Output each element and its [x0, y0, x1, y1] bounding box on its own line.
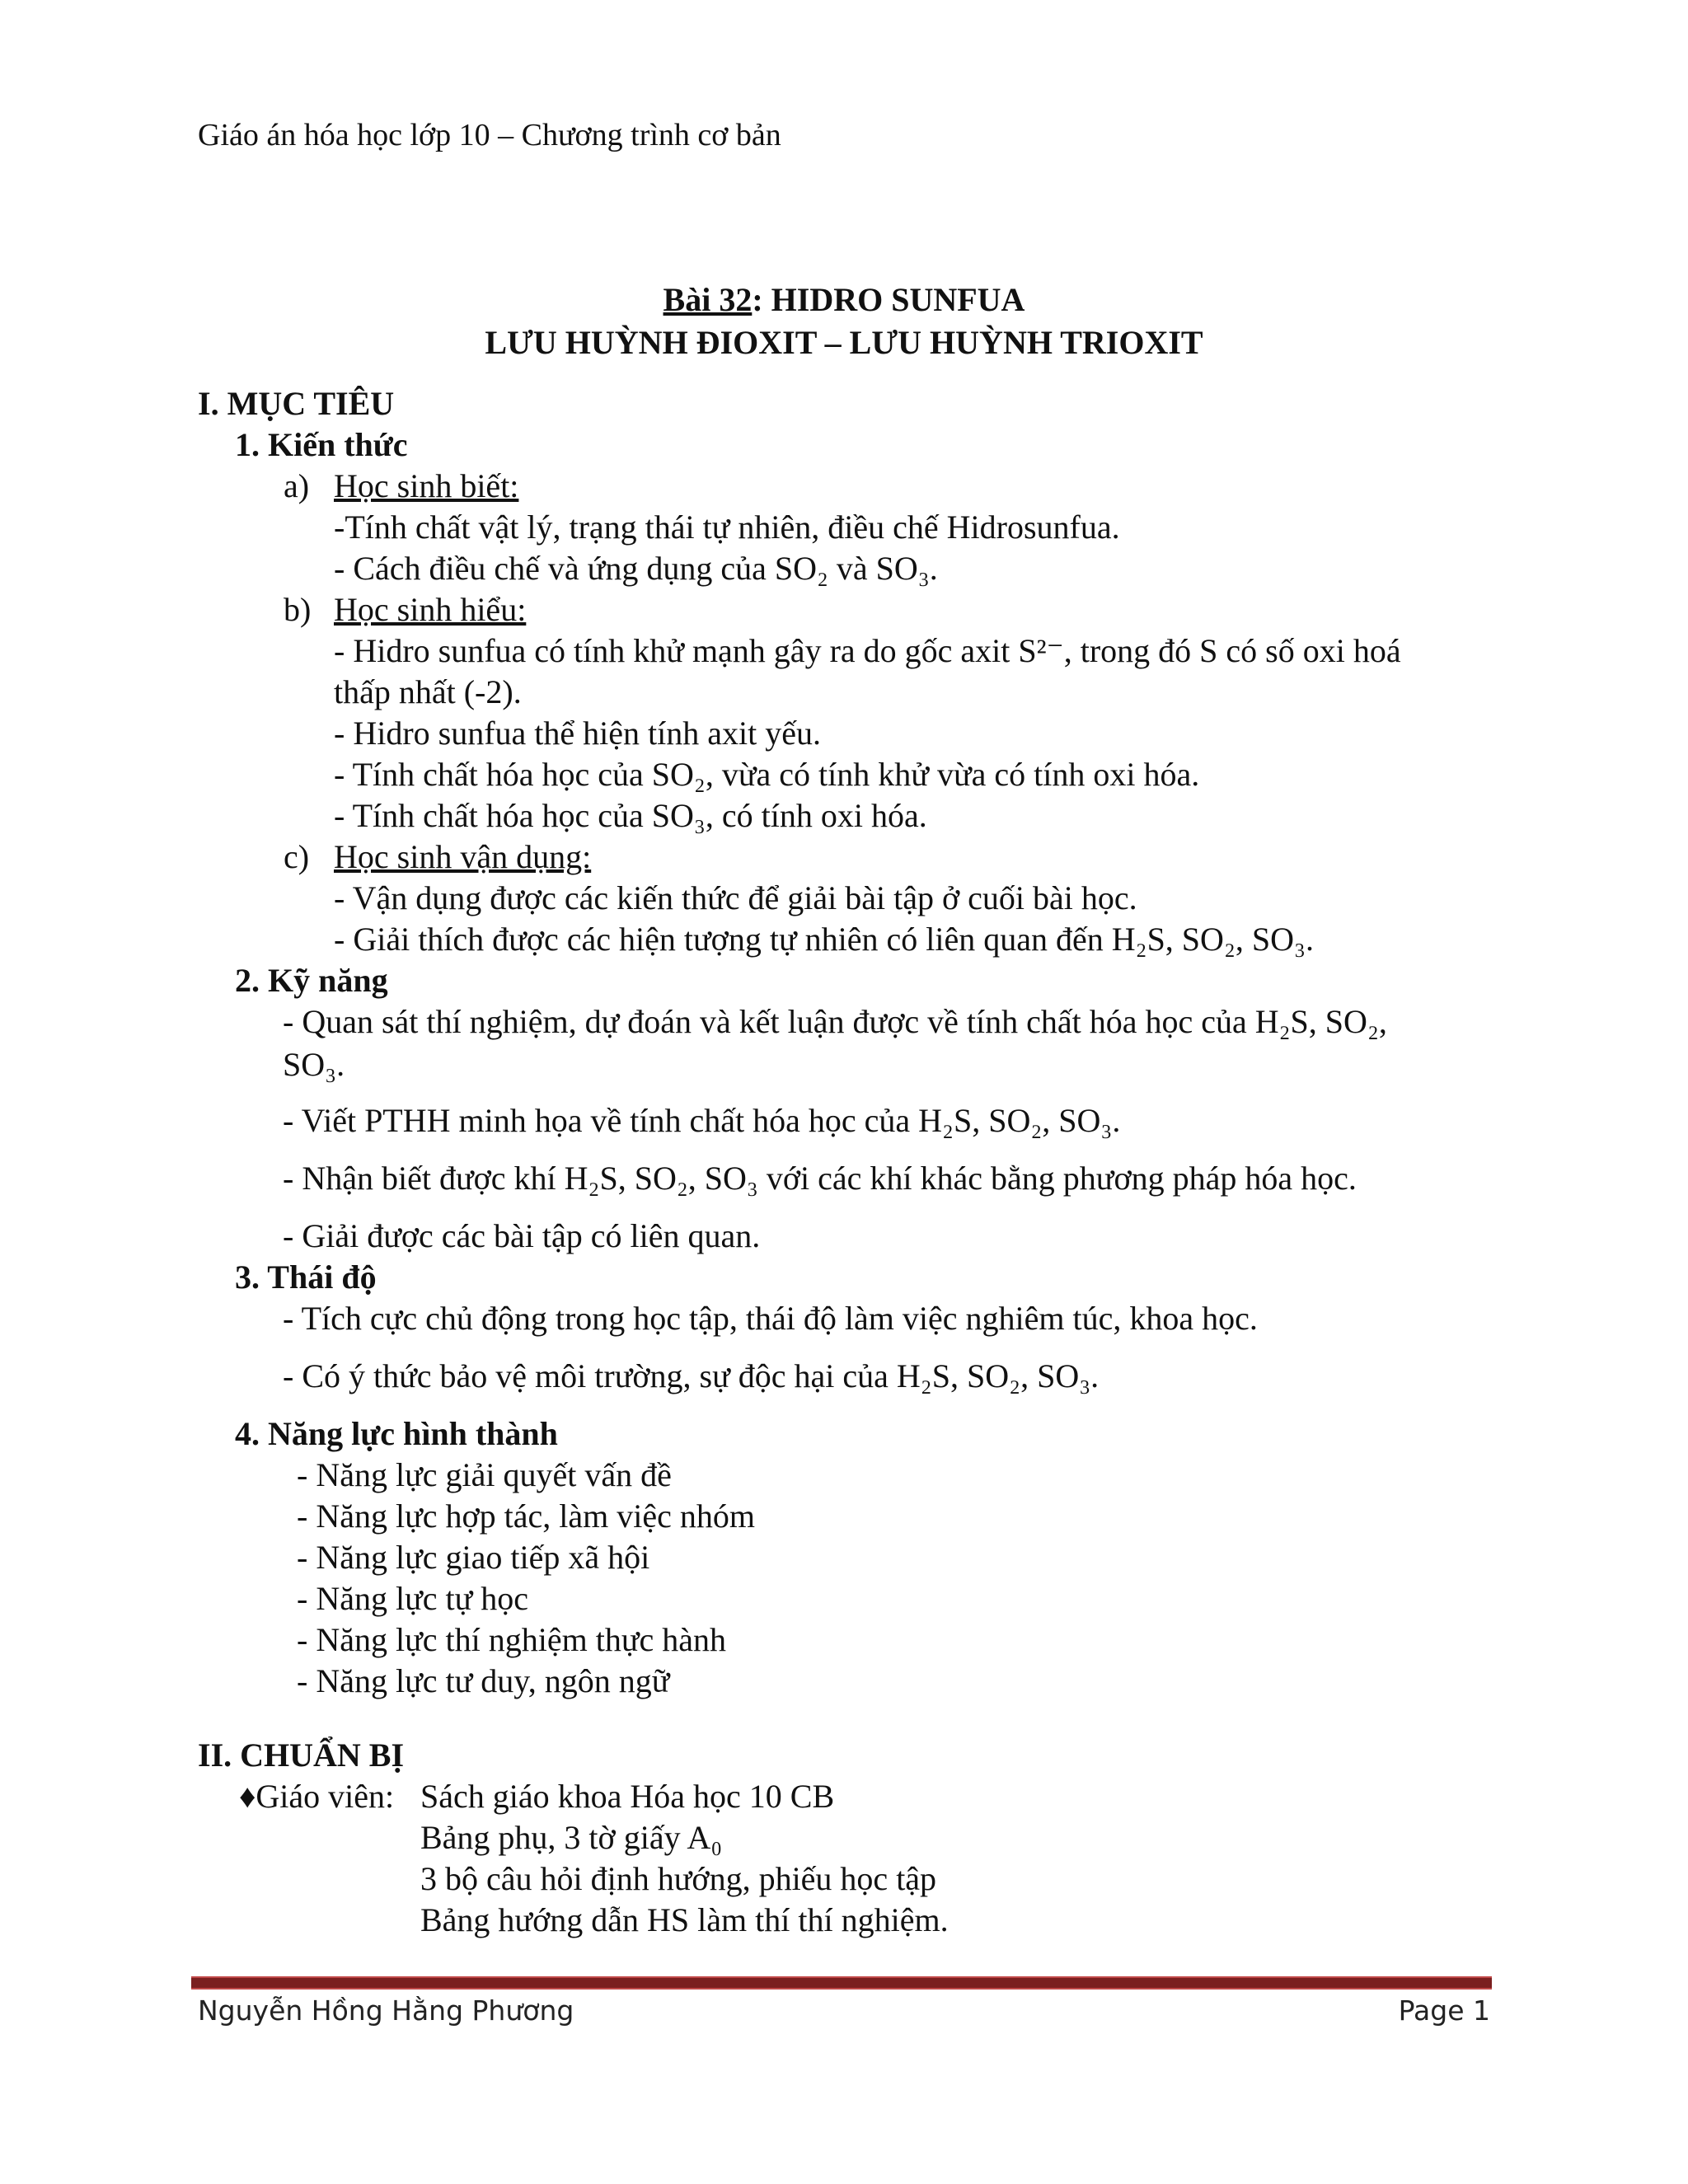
lesson-number: Bài 32 [663, 281, 753, 318]
item-a-1: -Tính chất vật lý, trạng thái tự nhiên, điều chế Hidrosunfua. [334, 509, 1120, 546]
page-header: Giáo án hóa học lớp 10 – Chương trình cơ bản [198, 118, 781, 152]
skill-1: - Quan sát thí nghiệm, dự đoán và kết luận được về tính chất hóa học của H₂S, SO₂, [283, 1003, 1387, 1040]
skill-2: - Viết PTHH minh họa về tính chất hóa học của H₂S, SO₂, SO₃. [283, 1102, 1121, 1139]
item-a-label: a) [284, 467, 310, 504]
skill-3: - Nhận biết được khí H₂S, SO₂, SO₃ với các khí khác bằng phương pháp hóa học. [283, 1160, 1357, 1197]
item-a-title: Học sinh biết: [334, 467, 519, 504]
section-objectives-heading: I. MỤC TIÊU [198, 385, 395, 422]
teacher-item: 3 bộ câu hỏi định hướng, phiếu học tập [420, 1860, 937, 1897]
item-c-label: c) [284, 838, 310, 875]
attitude-2: - Có ý thức bảo vệ môi trường, sự độc hại của H₂S, SO₂, SO₃. [283, 1357, 1100, 1394]
item-c-title: Học sinh vận dụng: [334, 838, 592, 875]
item-a-2: - Cách điều chế và ứng dụng của SO₂ và SO₃. [334, 550, 938, 587]
lesson-name: : HIDRO SUNFUA [752, 281, 1025, 318]
competence-item: - Năng lực giải quyết vấn đề [297, 1456, 672, 1493]
section-preparation-heading: II. CHUẨN BỊ [198, 1736, 405, 1774]
competence-item: - Năng lực thí nghiệm thực hành [297, 1621, 727, 1658]
competence-item: - Năng lực tư duy, ngôn ngữ [297, 1662, 670, 1699]
teacher-item: Bảng hướng dẫn HS làm thí thí nghiệm. [420, 1901, 949, 1938]
skills-heading: 2. Kỹ năng [235, 962, 388, 999]
item-b-3: - Tính chất hóa học của SO₂, vừa có tính khử vừa có tính oxi hóa. [334, 756, 1200, 793]
item-b-4: - Tính chất hóa học của SO₃, có tính oxi hóa. [334, 797, 927, 834]
lesson-title [0, 280, 1688, 319]
item-b-2: - Hidro sunfua thể hiện tính axit yếu. [334, 715, 821, 752]
teacher-item: Sách giáo khoa Hóa học 10 CB [420, 1778, 835, 1815]
skill-1-cont: SO₃. [283, 1046, 345, 1083]
item-c-1: - Vận dụng được các kiến thức để giải bài tập ở cuối bài học. [334, 879, 1137, 916]
teacher-item: Bảng phụ, 3 tờ giấy A₀ [420, 1819, 723, 1856]
item-c-2: - Giải thích được các hiện tượng tự nhiên có liên quan đến H₂S, SO₂, SO₃. [334, 921, 1314, 958]
competence-item: - Năng lực giao tiếp xã hội [297, 1539, 650, 1576]
competence-item: - Năng lực tự học [297, 1580, 529, 1617]
footer-page-number: Page 1 [1398, 1994, 1490, 2027]
item-b-title: Học sinh hiểu: [334, 591, 527, 628]
teacher-label: ♦Giáo viên: [239, 1778, 395, 1815]
attitude-heading: 3. Thái độ [235, 1258, 377, 1296]
competence-item: - Năng lực hợp tác, làm việc nhóm [297, 1497, 755, 1535]
item-b-1-cont: thấp nhất (-2). [334, 673, 522, 710]
item-b-1: - Hidro sunfua có tính khử mạnh gây ra do gốc axit S²⁻, trong đó S có số oxi hoá [334, 632, 1401, 669]
attitude-1: - Tích cực chủ động trong học tập, thái độ làm việc nghiêm túc, khoa học. [283, 1300, 1258, 1337]
footer-divider [191, 1976, 1492, 1990]
item-b-label: b) [284, 591, 312, 628]
competence-heading: 4. Năng lực hình thành [235, 1415, 558, 1452]
lesson-subtitle: LƯU HUỲNH ĐIOXIT – LƯU HUỲNH TRIOXIT [485, 324, 1203, 361]
footer-author: Nguyễn Hồng Hằng Phương [198, 1994, 574, 2027]
skill-4: - Giải được các bài tập có liên quan. [283, 1217, 761, 1254]
knowledge-heading: 1. Kiến thức [235, 426, 408, 463]
